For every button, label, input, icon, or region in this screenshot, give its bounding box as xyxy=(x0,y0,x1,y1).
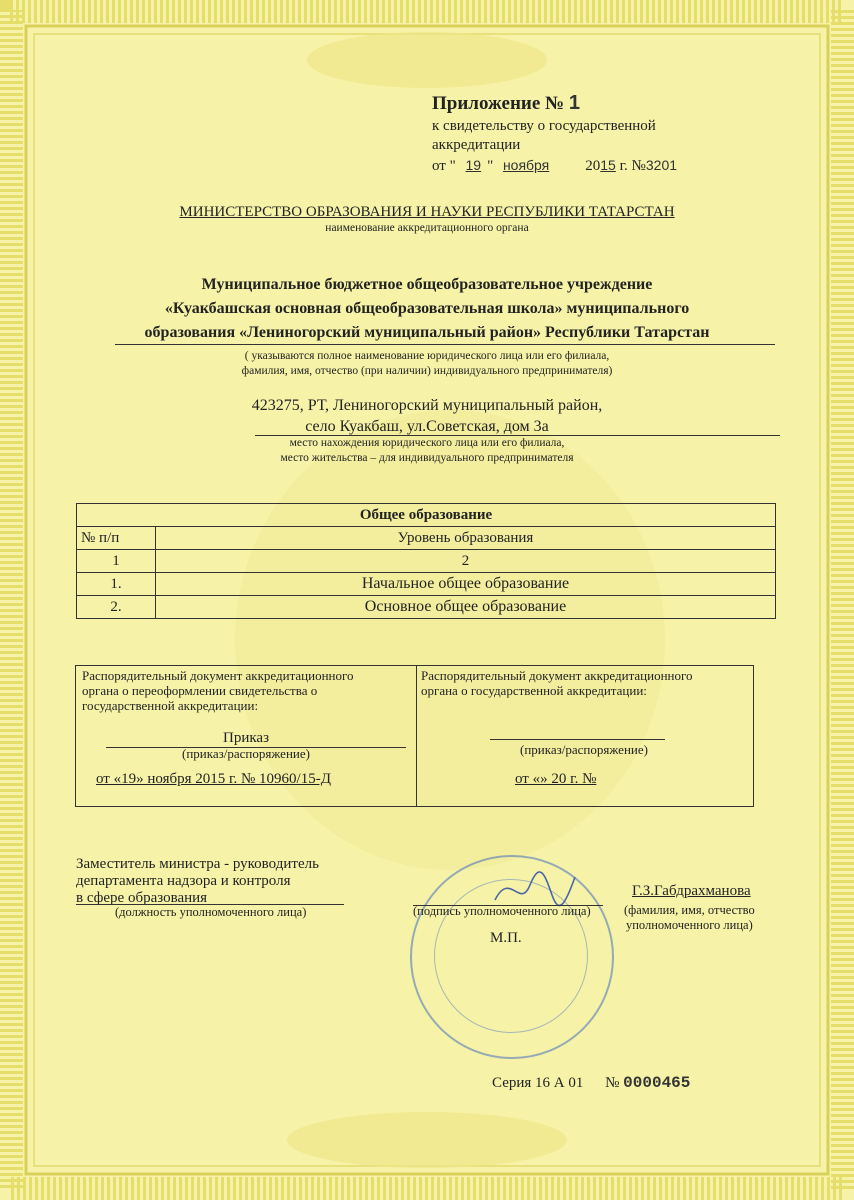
index-cell: 2 xyxy=(156,550,776,573)
org-line2: «Куакбашская основная общеобразовательная школа» муниципального xyxy=(164,300,690,317)
index-cell: 1 xyxy=(77,550,156,573)
ministry-name: МИНИСТЕРСТВО ОБРАЗОВАНИЯ И НАУКИ РЕСПУБЛИКИ ТАТАРСТАН xyxy=(179,204,675,220)
doc-right-date: от «» 20 г. № xyxy=(515,771,597,787)
address-underline xyxy=(255,435,780,436)
doc-right-text1: Распорядительный документ аккредитационного xyxy=(421,668,693,683)
doc-right-caption: (приказ/распоряжение) xyxy=(520,742,648,757)
signatory-name: Г.З.Габдрахманова xyxy=(632,883,751,899)
doc-right-text2: органа о государственной аккредитации: xyxy=(421,683,647,698)
appendix-date: от " 19 " ноября 2015 г. №3201 xyxy=(432,157,678,174)
position-line3: в сфере образования xyxy=(76,890,208,906)
name-caption1: (фамилия, имя, отчество xyxy=(624,903,755,917)
address-line2: село Куакбаш, ул.Советская, дом 3а xyxy=(305,418,549,435)
appendix-line1: к свидетельству о государственной xyxy=(432,118,656,134)
address-caption2: место жительства – для индивидуального предпринимателя xyxy=(280,452,574,464)
doc-left-text2: органа о переоформлении свидетельства о xyxy=(82,683,318,698)
position-line2: департамента надзора и контроля xyxy=(76,873,291,889)
org-line1: Муниципальное бюджетное общеобразовательное учреждение xyxy=(201,276,653,293)
org-underline xyxy=(115,344,775,345)
doc-left-text3: государственной аккредитации: xyxy=(82,698,259,713)
mp-label: М.П. xyxy=(490,930,522,946)
table-row: 2. Основное общее образование xyxy=(77,596,776,619)
table-title: Общее образование xyxy=(77,504,776,527)
appendix-title: Приложение № 1 xyxy=(432,92,580,114)
org-line3: образования «Лениногорский муниципальный район» Республики Татарстан xyxy=(144,324,710,341)
col-header-num: № п/п xyxy=(77,527,156,550)
doc-left-type: Приказ xyxy=(222,730,269,746)
table-row: 1. Начальное общее образование xyxy=(77,573,776,596)
address-caption1: место нахождения юридического лица или его филиала, xyxy=(289,437,565,449)
name-caption xyxy=(624,903,755,933)
sign-caption: (подпись уполномоченного лица) xyxy=(413,904,591,918)
name-caption2: уполномоченного лица) xyxy=(625,918,753,932)
education-table xyxy=(76,503,776,619)
doc-right-box xyxy=(415,665,754,807)
series-number: Серия 16 А 01 № 0000465 xyxy=(492,1074,691,1092)
address-line1: 423275, РТ, Лениногорский муниципальный район, xyxy=(251,397,603,414)
doc-left-caption: (приказ/распоряжение) xyxy=(182,746,310,761)
position-caption: (должность уполномоченного лица) xyxy=(115,905,307,919)
appendix-line2: аккредитации xyxy=(432,137,521,153)
doc-left-date: от «19» ноября 2015 г. № 10960/15-Д xyxy=(96,771,331,787)
col-header-level: Уровень образования xyxy=(156,527,776,550)
ministry-caption: наименование аккредитационного органа xyxy=(325,222,529,234)
signatory-position xyxy=(76,856,319,907)
org-caption2: фамилия, имя, отчество (при наличии) индивидуального предпринимателя) xyxy=(241,365,613,377)
org-caption1: ( указываются полное наименование юридического лица или его филиала, xyxy=(244,350,610,362)
doc-left-text1: Распорядительный документ аккредитационного xyxy=(82,668,354,683)
doc-left-box xyxy=(75,665,417,807)
position-line1: Заместитель министра - руководитель xyxy=(76,856,319,872)
